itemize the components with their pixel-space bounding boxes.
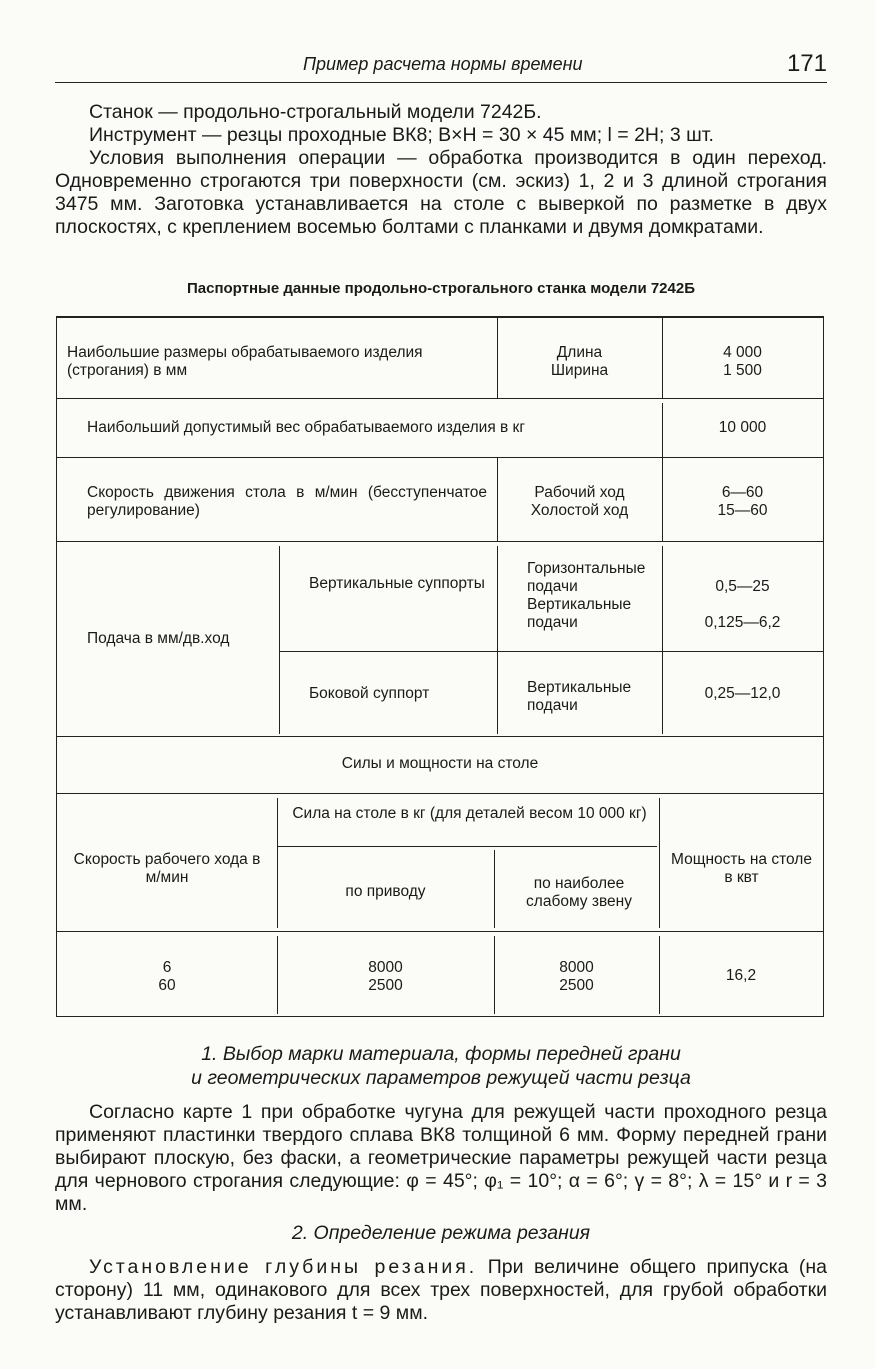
intro-conditions: Условия выполнения операции — обработка производится в один переход. Одновременно строгаются три поверхности (см. эскиз) 1, 2 и 3 длиной строгания 3475 мм. Заготовка устанавливается на столе с выверкой по разметке в двух плоскостях, с креплением восемью болтами с планками и двумя домкратами. — [55, 147, 827, 238]
section-1-paragraph: Согласно карте 1 при обработке чугуна для режущей части проходного резца применяют пластинки твердого сплава ВК8 толщиной 6 мм. Форму передней грани выбирают плоскую, без фаски, а геометрические параметры режущей части резца для чернового строгания следующие: φ = 45°; φ₁ = 10°; α = 6°; γ = 8°; λ = 15° и r = 3 мм. — [55, 1101, 827, 1215]
page-header — [55, 48, 827, 83]
col-divider — [279, 546, 280, 734]
drive-value: 8000 — [368, 959, 403, 976]
drive-value: 2500 — [368, 977, 403, 994]
vertical-feeds-label: Вертикальные подачи — [527, 596, 632, 631]
speed-value: 6 — [162, 959, 172, 976]
intro-machine: Станок — продольно-строгальный модели 7242Б. — [89, 101, 542, 123]
working-speed-label: Скорость рабочего хода в м/мин — [73, 851, 261, 886]
width-label: Ширина — [550, 362, 609, 379]
section-2-text — [55, 1256, 827, 1325]
idle-stroke-value: 15—60 — [717, 502, 768, 519]
width-value: 1 500 — [723, 362, 762, 379]
horizontal-feeds-label: Горизонтальные подачи — [527, 560, 646, 595]
forces-header: Силы и мощности на столе — [341, 755, 539, 772]
row-divider — [57, 457, 823, 458]
section-1-text — [55, 1101, 827, 1216]
section-1-title-line-2: и геометрических параметров режущей части резца — [191, 1067, 691, 1089]
idle-stroke-label: Холостой ход — [530, 502, 629, 519]
working-stroke-value: 6—60 — [721, 484, 764, 501]
section-1-title-line-1: 1. Выбор марки материала, формы передней грани — [201, 1043, 681, 1065]
col-divider — [659, 798, 660, 928]
vertical-feeds-value: 0,125—6,2 — [704, 614, 781, 631]
section-2-title: 2. Определение режима резания — [291, 1222, 591, 1244]
row-divider — [57, 398, 823, 399]
by-drive-label: по приводу — [345, 883, 426, 900]
section-2-paragraph — [55, 1256, 827, 1325]
col-divider — [497, 546, 498, 734]
length-value: 4 000 — [723, 344, 762, 361]
row-divider — [57, 793, 823, 794]
row-divider — [57, 541, 823, 542]
section-2-body: При величине общего припуска (на сторону) 11 мм, одинакового для всех трех поверхностей, для грубой обработки устанавливают глубину резания t = 9 мм. — [55, 1256, 828, 1324]
intro-tool: Инструмент — резцы проходные ВК8; B×H = 30 × 45 мм; l = 2H; 3 шт. — [89, 124, 714, 146]
row-divider — [279, 651, 823, 652]
col-divider — [662, 546, 663, 734]
weak-link-value: 2500 — [559, 977, 594, 994]
page-number: 171 — [786, 50, 827, 77]
passport-table — [56, 316, 824, 1017]
row-divider — [277, 846, 657, 847]
speed-value: 60 — [158, 977, 176, 994]
horizontal-feeds-value: 0,5—25 — [715, 578, 770, 595]
max-size-label: Наибольшие размеры обрабатываемого изделия (строгания) в мм — [67, 344, 423, 379]
section-1-title — [55, 1042, 827, 1090]
power-value: 16,2 — [725, 967, 757, 984]
side-support-label: Боковой суппорт — [309, 685, 430, 702]
col-divider — [277, 798, 278, 928]
working-stroke-label: Рабочий ход — [534, 484, 625, 501]
running-title: Пример расчета нормы времени — [303, 54, 583, 74]
table-speed-label: Скорость движения стола в м/мин (бесступенчатое регулирование) — [87, 484, 487, 519]
force-label: Сила на столе в кг (для деталей весом 10 000 кг) — [292, 805, 647, 822]
max-weight-label: Наибольший допустимый вес обрабатываемого изделия в кг — [87, 419, 525, 436]
row-divider — [57, 931, 823, 932]
col-divider — [494, 850, 495, 928]
table-caption: Паспортные данные продольно-строгального станка модели 7242Б — [186, 280, 695, 297]
intro-text — [55, 101, 827, 239]
by-weakest-link-label: по наиболее слабому звену — [526, 875, 632, 910]
side-vertical-feeds-value: 0,25—12,0 — [704, 685, 781, 702]
vertical-supports-label: Вертикальные суппорты — [309, 575, 485, 592]
power-label: Мощность на столе в квт — [671, 851, 812, 886]
length-label: Длина — [556, 344, 603, 361]
weak-link-value: 8000 — [559, 959, 594, 976]
section-2-lead: Установление глубины резания. — [89, 1256, 478, 1278]
max-weight-value: 10 000 — [718, 419, 767, 436]
feed-label: Подача в мм/дв.ход — [87, 630, 230, 647]
row-divider — [57, 736, 823, 737]
side-vertical-feeds-label: Вертикальные подачи — [527, 679, 632, 714]
